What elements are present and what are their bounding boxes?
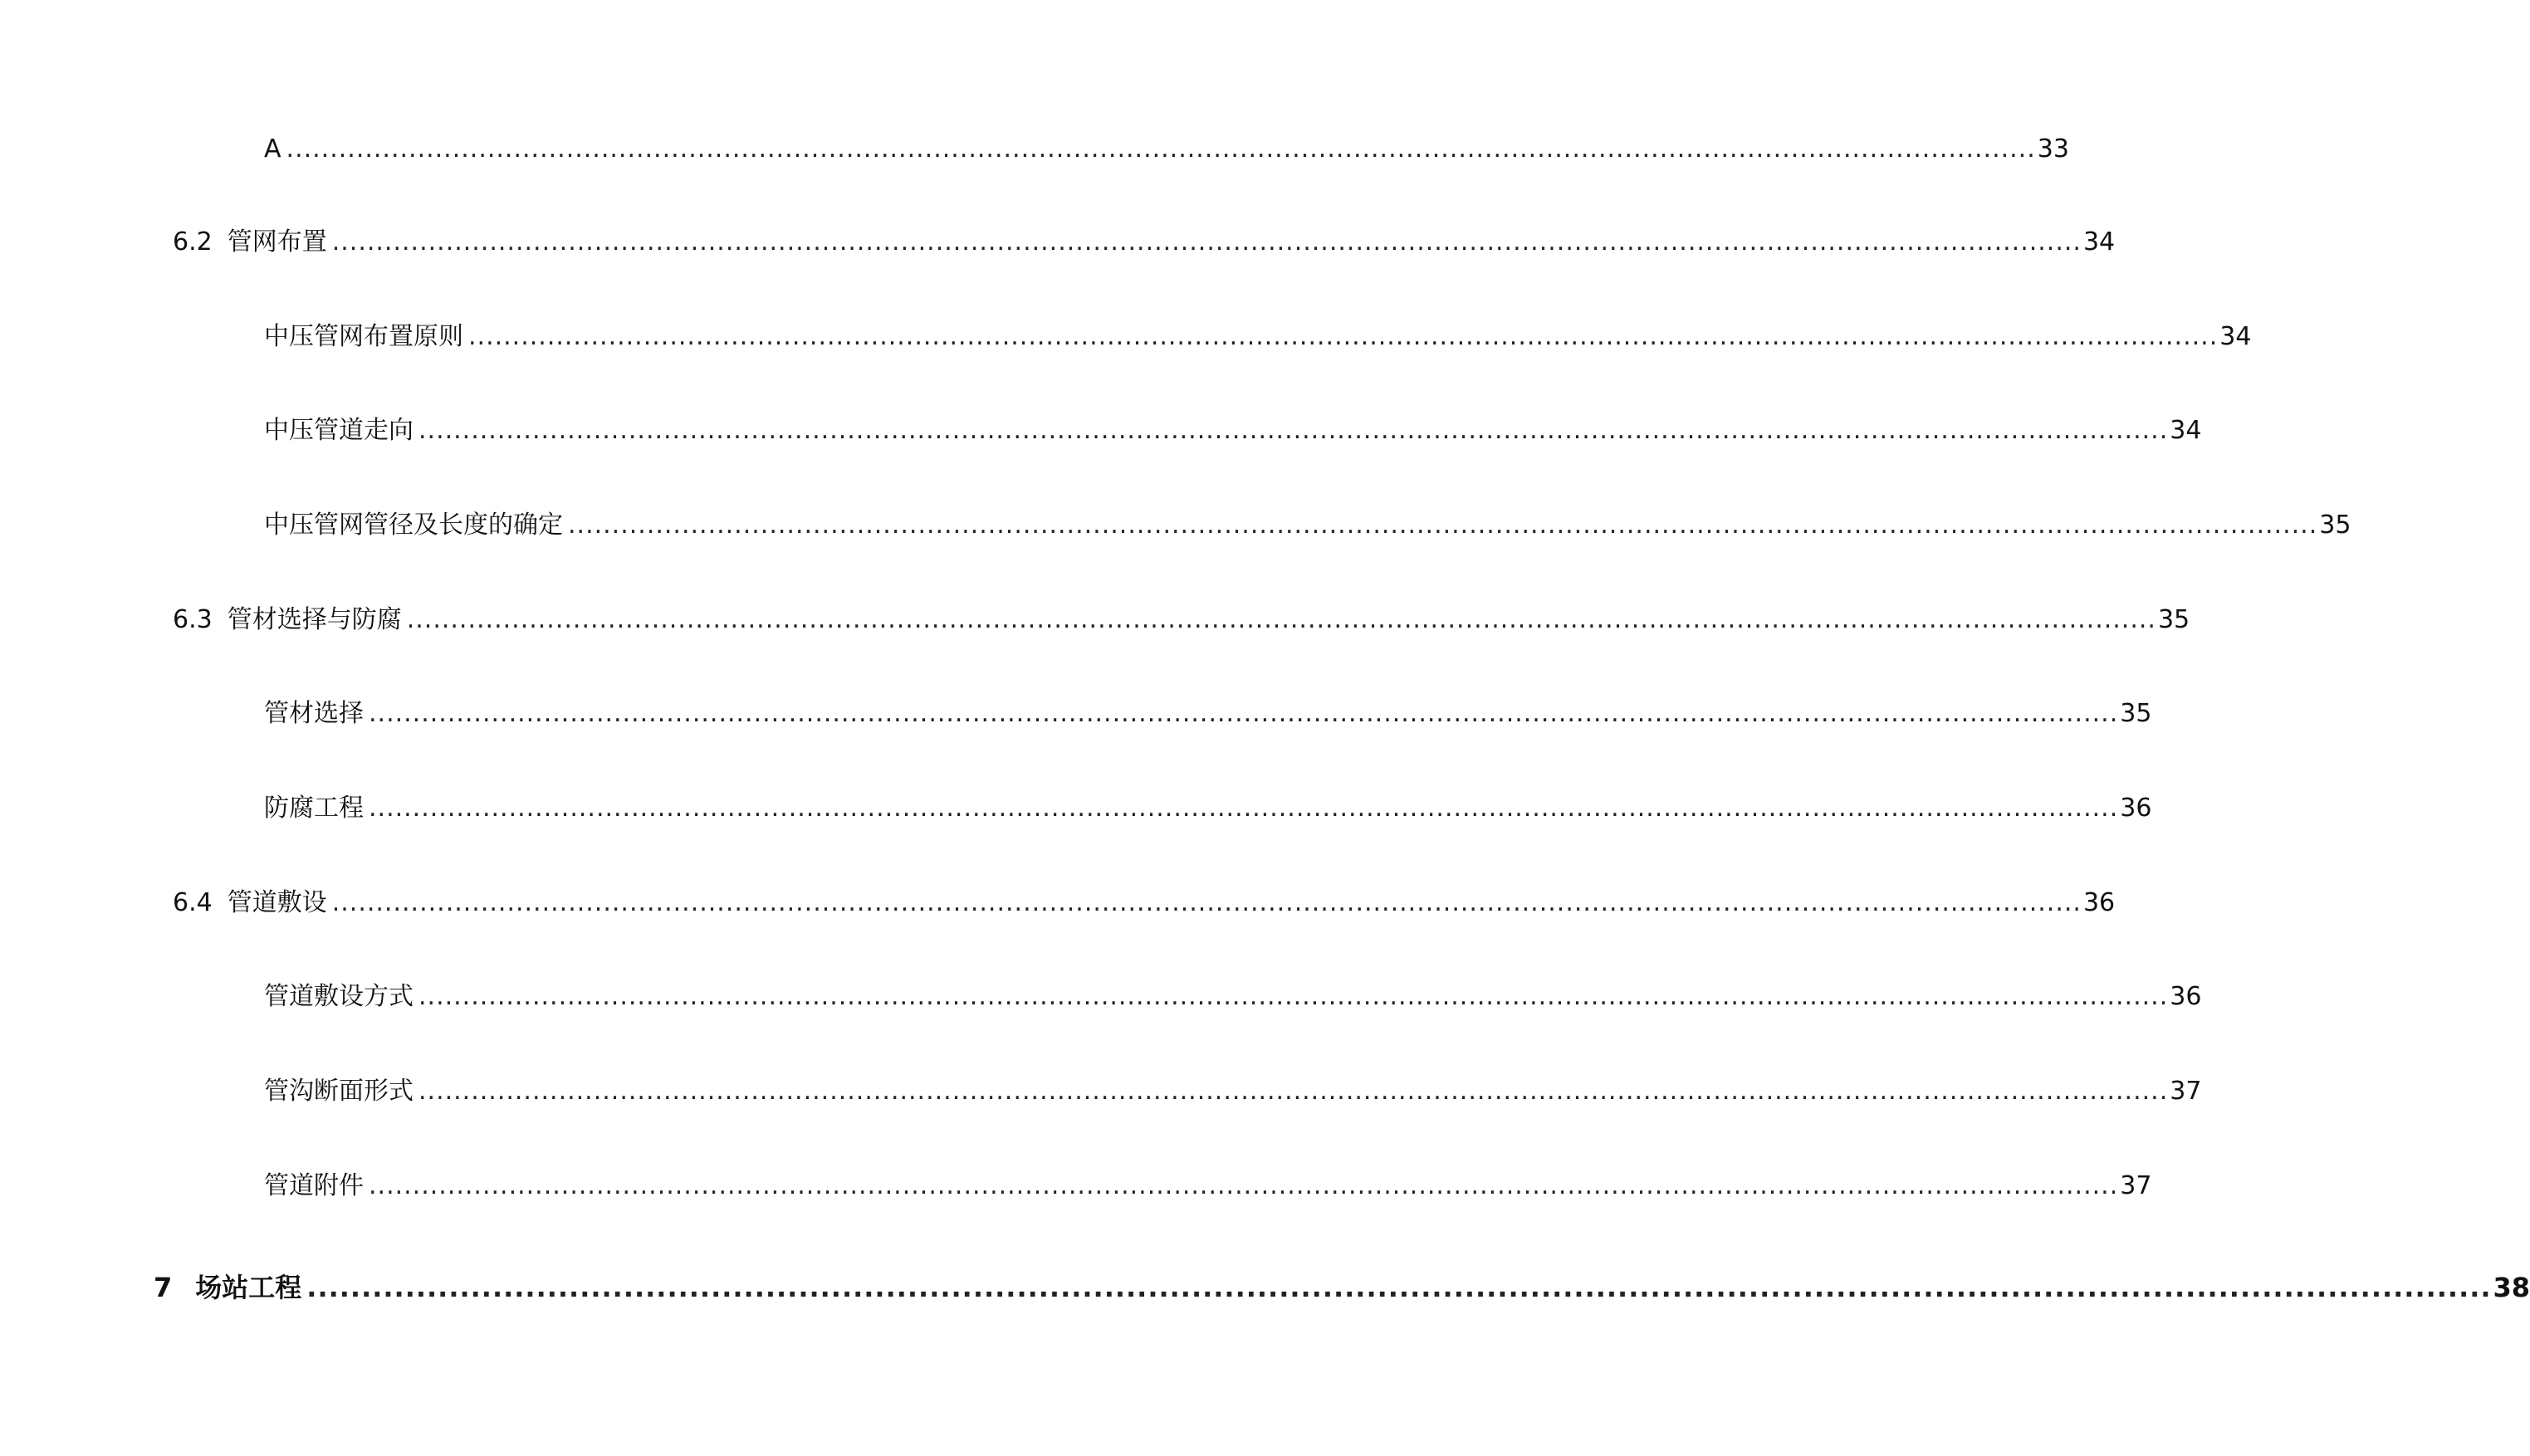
toc-entry[interactable] xyxy=(264,792,2152,825)
toc-entry-title: 管沟断面形式 xyxy=(264,1077,414,1106)
toc-entry[interactable] xyxy=(154,1271,2530,1304)
toc-entry[interactable] xyxy=(264,414,2202,447)
toc-entry-title: 管网布置 xyxy=(227,227,327,257)
toc-entry[interactable] xyxy=(264,697,2152,730)
toc-entry-title: 管材选择与防腐 xyxy=(227,605,402,634)
toc-entry[interactable] xyxy=(264,133,2069,166)
toc-entry-page: 37 xyxy=(2120,1171,2152,1200)
toc-entry-page: 34 xyxy=(2219,322,2252,351)
toc-entry[interactable] xyxy=(264,1075,2202,1108)
toc-entry-title: 中压管道走向 xyxy=(264,416,414,445)
toc-entry-page: 34 xyxy=(2170,416,2202,445)
dot-leader: ........................................................................................................................................................................................................ xyxy=(286,134,2036,164)
toc-entry[interactable] xyxy=(264,980,2202,1014)
toc-entry-page: 37 xyxy=(2170,1077,2202,1106)
toc-entry-number: 6.2 xyxy=(173,227,213,257)
dot-leader: ........................................................................................................................................................................................................ xyxy=(468,322,2219,351)
dot-leader: ........................................................................................................................................................................................................ xyxy=(306,1272,2492,1303)
dot-leader: ........................................................................................................................................................................................................ xyxy=(406,605,2156,634)
toc-entry[interactable] xyxy=(264,1170,2152,1203)
dot-leader: ........................................................................................................................................................................................................ xyxy=(369,699,2119,728)
dot-leader: ........................................................................................................................................................................................................ xyxy=(418,1077,2169,1106)
toc-entry[interactable] xyxy=(173,226,2116,259)
toc-entry[interactable] xyxy=(173,603,2190,637)
toc-entry-title: 中压管网管径及长度的确定 xyxy=(264,511,563,540)
toc-entry-title: 防腐工程 xyxy=(264,794,364,823)
toc-entry-number: 6.4 xyxy=(173,888,213,917)
toc-entry-number: 6.3 xyxy=(173,605,213,634)
toc-entry-title: 管材选择 xyxy=(264,699,364,728)
toc-entry-page: 36 xyxy=(2082,888,2116,917)
toc-entry-page: 35 xyxy=(2319,511,2351,540)
dot-leader: ........................................................................................................................................................................................................ xyxy=(369,1171,2119,1200)
toc-entry-title: 管道敷设方式 xyxy=(264,982,414,1011)
toc-entry-title: 管道敷设 xyxy=(227,888,327,917)
dot-leader: ........................................................................................................................................................................................................ xyxy=(568,511,2318,540)
toc-entry-page: 34 xyxy=(2082,227,2116,257)
toc-entry[interactable] xyxy=(264,509,2351,542)
toc-entry-title: 中压管网布置原则 xyxy=(264,322,463,351)
dot-leader: ........................................................................................................................................................................................................ xyxy=(331,888,2082,917)
toc-entry-title: A xyxy=(264,134,281,164)
toc-entry-page: 33 xyxy=(2037,134,2069,164)
toc-entry-page: 35 xyxy=(2120,699,2152,728)
toc-entry-number: 7 xyxy=(154,1272,173,1303)
dot-leader: ........................................................................................................................................................................................................ xyxy=(418,416,2169,445)
toc-entry[interactable] xyxy=(173,887,2116,920)
toc-entry-page: 38 xyxy=(2493,1272,2530,1303)
toc-entry-title: 场站工程 xyxy=(195,1272,302,1303)
toc-entry-page: 36 xyxy=(2170,982,2202,1011)
toc-entry[interactable] xyxy=(264,320,2252,354)
toc-entry-page: 35 xyxy=(2157,605,2190,634)
toc-entry-title: 管道附件 xyxy=(264,1171,364,1200)
dot-leader: ........................................................................................................................................................................................................ xyxy=(418,982,2169,1011)
dot-leader: ........................................................................................................................................................................................................ xyxy=(331,227,2082,257)
toc-entry-page: 36 xyxy=(2120,794,2152,823)
dot-leader: ........................................................................................................................................................................................................ xyxy=(369,794,2119,823)
